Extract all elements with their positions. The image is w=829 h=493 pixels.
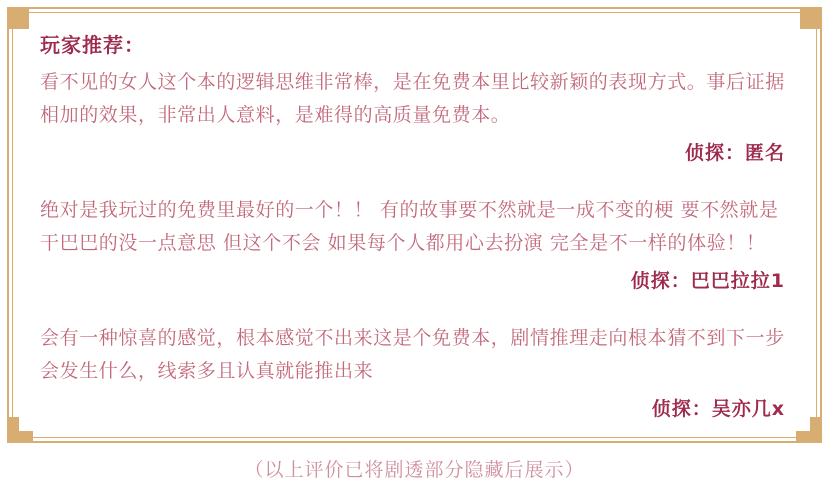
corner-ornament-bottom-right [796, 417, 820, 441]
review-text: 会有一种惊喜的感觉，根本感觉不出来这是个免费本，剧情推理走向根本猜不到下一步会发生什么，线索多且认真就能推出来 [40, 327, 785, 382]
review-item [40, 322, 785, 424]
corner-ornament-top-right [800, 9, 820, 29]
spoiler-hidden-note: （以上评价已将剧透部分隐藏后展示） [244, 459, 585, 481]
reviews-content [40, 30, 785, 424]
review-signature: 侦探：吴亦几x [651, 398, 785, 420]
panel-title: 玩家推荐： [40, 33, 145, 57]
corner-ornament-top-left [9, 9, 29, 29]
review-signature: 侦探：巴巴拉拉1 [630, 270, 785, 292]
review-text: 看不见的女人这个本的逻辑思维非常棒，是在免费本里比较新颖的表现方式。事后证据相加的效果，非常出人意料，是难得的高质量免费本。 [40, 71, 785, 126]
corner-ornament-bottom-left [9, 417, 33, 441]
review-item [40, 194, 785, 296]
review-signature: 侦探：匿名 [684, 142, 785, 164]
review-text: 绝对是我玩过的免费里最好的一个！！ 有的故事要不然就是一成不变的梗 要不然就是干巴巴的没一点意思 但这个不会 如果每个人都用心去扮演 完全是不一样的体验！！ [40, 199, 779, 254]
review-item [40, 66, 785, 168]
